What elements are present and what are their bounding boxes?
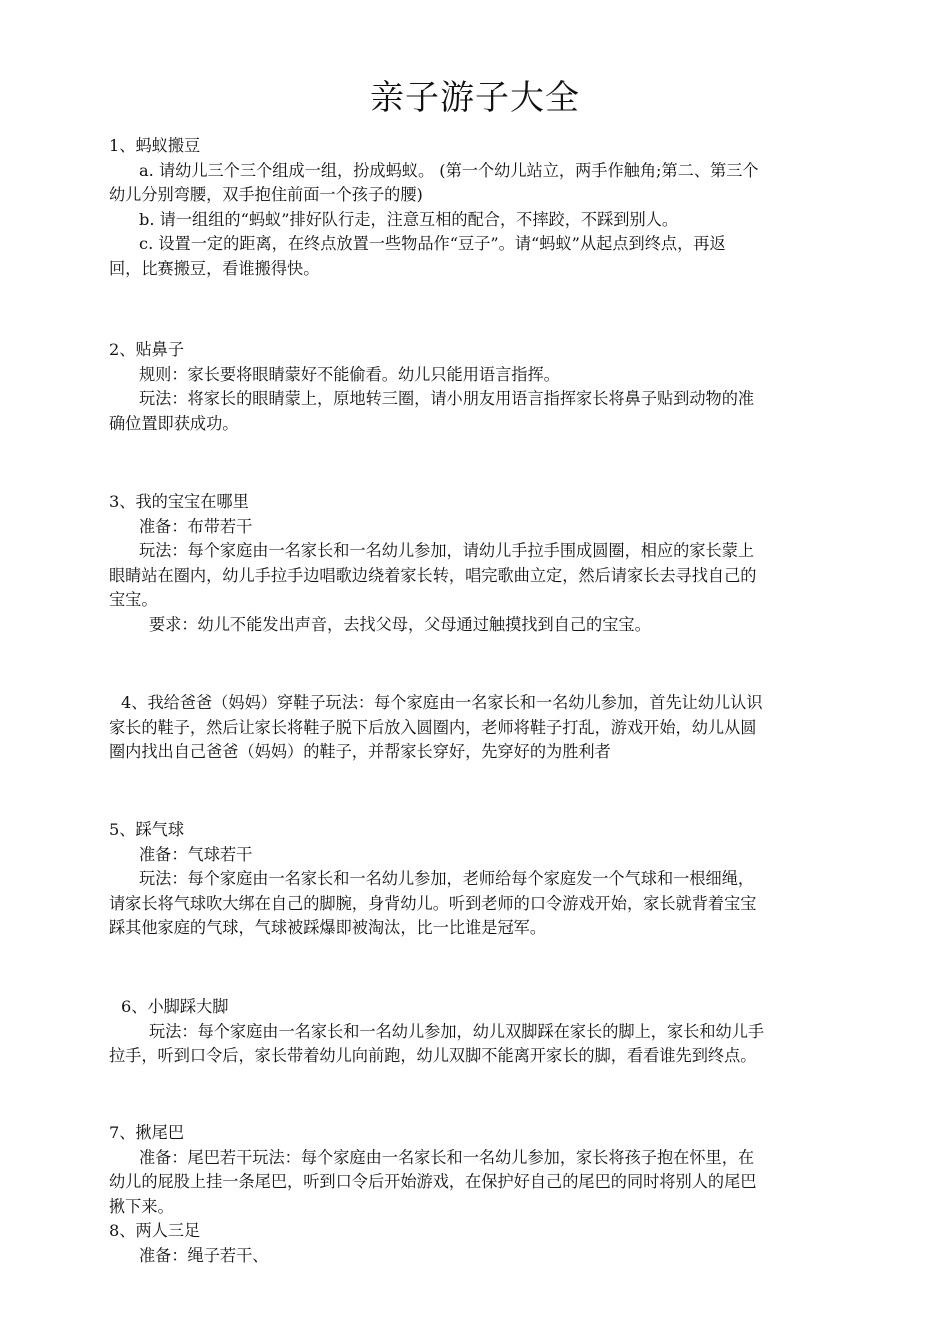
paragraph-line: 幼儿分别弯腰，双手抱住前面一个孩子的腰) bbox=[109, 185, 423, 204]
paragraph-line: 回，比赛搬豆，看谁搬得快。 bbox=[109, 258, 320, 278]
section-small-feet-big-feet bbox=[109, 995, 883, 1069]
section-where-is-my-baby bbox=[109, 490, 883, 637]
paragraph-line: 准备：布带若干 bbox=[139, 516, 253, 536]
paragraph-line: 幼儿的屁股上挂一条尾巴，听到口令后开始游戏，在保护好自己的尾巴的同时将别人的尾巴 bbox=[109, 1172, 757, 1191]
section-heading: 1、蚂蚁搬豆 bbox=[109, 136, 201, 155]
paragraph-line: 圈内找出自己爸爸（妈妈）的鞋子，并帮家长穿好，先穿好的为胜利者 bbox=[109, 742, 611, 761]
paragraph-line: 揪下来。 bbox=[109, 1196, 174, 1216]
paragraph-line: 玩法：将家长的眼睛蒙上，原地转三圈，请小朋友用语言指挥家长将鼻子贴到动物的准 bbox=[139, 389, 755, 408]
paragraph-line: c. 设置一定的距离，在终点放置一些物品作“豆子”。请“蚂蚁”从起点到终点，再返 bbox=[139, 234, 726, 253]
paragraph-line: 规则：家长要将眼睛蒙好不能偷看。幼儿只能用语言指挥。 bbox=[139, 364, 560, 384]
document-title: 亲子游子大全 bbox=[370, 78, 580, 118]
paragraph-line: 请家长将气球吹大绑在自己的脚腕，身背幼儿。听到老师的口令游戏开始，家长就背着宝宝 bbox=[109, 893, 757, 913]
section-put-on-shoes bbox=[109, 691, 883, 765]
paragraph-line: 玩法：每个家庭由一名家长和一名幼儿参加，请幼儿手拉手围成圆圈，相应的家长蒙上 bbox=[139, 541, 755, 560]
paragraph-line: 准备：尾巴若干玩法：每个家庭由一名家长和一名幼儿参加，家长将孩子抱在怀里，在 bbox=[139, 1147, 755, 1167]
section-heading: 8、两人三足 bbox=[109, 1221, 201, 1240]
section-heading: 2、贴鼻子 bbox=[109, 340, 185, 359]
paragraph-line: 宝宝。 bbox=[109, 590, 158, 609]
paragraph-line: 准备：气球若干 bbox=[139, 844, 253, 864]
section-heading: 6、小脚踩大脚 bbox=[121, 997, 229, 1016]
section-stick-nose bbox=[109, 338, 883, 436]
paragraph-line: b. 请一组组的“蚂蚁”排好队行走，注意互相的配合，不摔跤，不踩到别人。 bbox=[139, 209, 679, 229]
paragraph-line: 准备：绳子若干、 bbox=[139, 1245, 269, 1265]
section-three-legged-race bbox=[109, 1219, 883, 1268]
paragraph-line: a. 请幼儿三个三个组成一组，扮成蚂蚁。 (第一个幼儿站立，两手作触角;第二、第三个 bbox=[139, 160, 759, 180]
paragraph-line: 踩其他家庭的气球，气球被踩爆即被淘汰，比一比谁是冠军。 bbox=[109, 918, 547, 937]
paragraph-line: 要求：幼儿不能发出声音，去找父母，父母通过触摸找到自己的宝宝。 bbox=[149, 614, 651, 634]
paragraph-line: 拉手，听到口令后，家长带着幼儿向前跑，幼儿双脚不能离开家长的脚，看看谁先到终点。 bbox=[109, 1046, 757, 1065]
section-heading: 7、揪尾巴 bbox=[109, 1123, 185, 1142]
paragraph-line: 家长的鞋子，然后让家长将鞋子脱下后放入圆圈内，老师将鞋子打乱，游戏开始，幼儿从圆 bbox=[109, 717, 757, 737]
paragraph-line: 眼睛站在圈内，幼儿手拉手边唱歌边绕着家长转，唱完歌曲立定，然后请家长去寻找自己的 bbox=[109, 565, 757, 585]
paragraph-line: 玩法：每个家庭由一名家长和一名幼儿参加，老师给每个家庭发一个气球和一根细绳， bbox=[139, 869, 755, 888]
section-stomp-balloons bbox=[109, 818, 883, 941]
section-ant-carry-beans bbox=[109, 134, 883, 281]
paragraph-line: 玩法：每个家庭由一名家长和一名幼儿参加，幼儿双脚踩在家长的脚上，家长和幼儿手 bbox=[149, 1021, 765, 1041]
section-heading: 5、踩气球 bbox=[109, 820, 185, 839]
section-heading: 4、我给爸爸（妈妈）穿鞋子玩法：每个家庭由一名家长和一名幼儿参加，首先让幼儿认识 bbox=[121, 693, 763, 712]
paragraph-line: 确位置即获成功。 bbox=[109, 413, 239, 433]
section-heading: 3、我的宝宝在哪里 bbox=[109, 492, 249, 511]
section-grab-tail bbox=[109, 1121, 883, 1219]
